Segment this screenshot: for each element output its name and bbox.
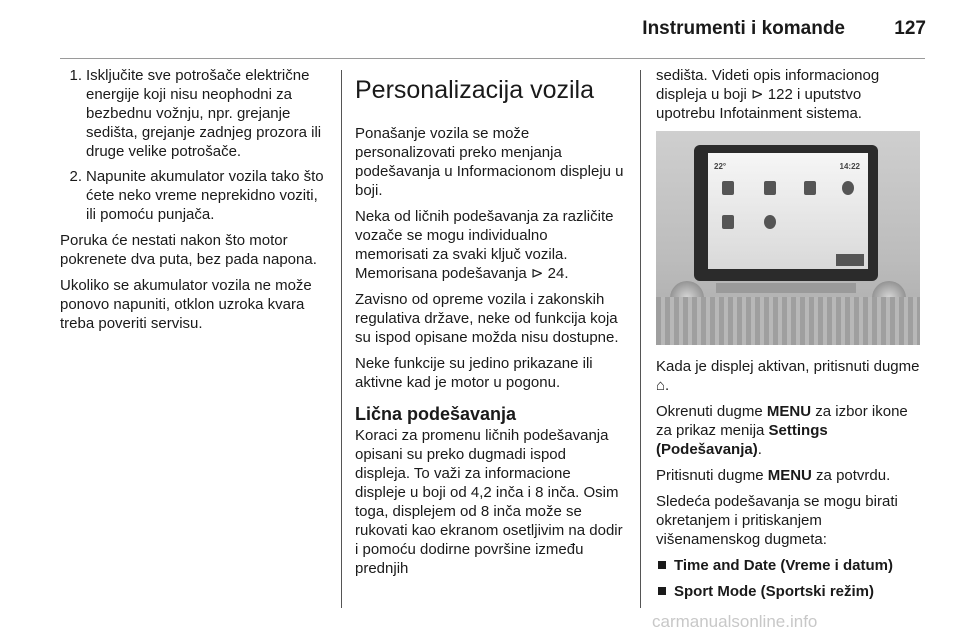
text-run: Pritisnuti dugme <box>656 467 768 484</box>
display-screen <box>708 153 868 269</box>
media-icon <box>804 181 816 195</box>
settings-list <box>656 556 924 601</box>
text-run: . <box>757 441 762 458</box>
bullet-square-icon <box>658 587 666 595</box>
paragraph: Sledeća podešavanja se mogu birati okretanjem i pritiskanjem višenamenskog dugmeta: <box>656 493 898 548</box>
settings-list-item <box>656 556 924 575</box>
step-number: 1. <box>69 67 82 84</box>
phone-icon <box>764 181 776 195</box>
text-run: za izbor ikone za prikaz menija <box>656 403 908 439</box>
column-3 <box>656 66 924 608</box>
settings-icon <box>764 215 776 229</box>
page-header-title: Instrumenti i komande <box>642 18 845 39</box>
music-icon <box>722 181 734 195</box>
menu-button-label: MENU <box>767 467 812 484</box>
control-strip <box>716 283 856 293</box>
paragraph: Neke funkcije su jedino prikazane ili aktivne kad je motor u pogonu. <box>355 355 593 391</box>
settings-item-label: Sport Mode (Sportski režim) <box>674 583 875 600</box>
paragraph <box>656 466 924 485</box>
section-title: Personalizacija vozila <box>355 76 595 104</box>
vent-grille <box>656 297 920 345</box>
column-1 <box>60 66 328 340</box>
paragraph: Zavisno od opreme vozila i zakonskih regulativa države, neke od funkcija koja su ispod opisane možda nisu dostupne. <box>355 291 619 346</box>
menu-button-label: MENU <box>766 403 812 420</box>
paragraph: Ukoliko se akumulator vozila ne može ponovo napuniti, otklon uzroka kvara treba poveriti servisu. <box>60 277 312 332</box>
column-2 <box>355 66 625 585</box>
text-run: Okrenuti dugme <box>656 403 767 420</box>
paragraph: Kada je displej aktivan, pritisnuti dugme ⌂. <box>656 358 920 394</box>
settings-list-item <box>656 582 924 601</box>
column-divider-left <box>341 70 342 608</box>
paragraph <box>656 402 924 459</box>
step-text: Isključite sve potrošače električne energije koji nisu neophodni za bezbednu vožnju, npr. grejanje sedišta, grejanje zadnjeg prozora ili druge velike potrošače. <box>86 67 322 160</box>
watermark: carmanualsonline.info <box>652 612 818 631</box>
paragraph: Poruka će nestati nakon što motor pokrenete dva puta, bez pada napona. <box>60 232 317 268</box>
step-item <box>60 66 328 161</box>
paragraph: Neka od ličnih podešavanja za različite vozače se mogu individualno memorisati za svaki ključ vozila. Memorisana podešavanja ⊳ 24. <box>355 208 614 282</box>
step-text: Napunite akumulator vozila tako što ćete neko vreme neprekidno voziti, ili pomoću punjača. <box>86 168 324 223</box>
bullet-square-icon <box>658 561 666 569</box>
paragraph: sedišta. Videti opis informacionog displeja u boji ⊳ 122 i uputstvo upotrebu Infotainment sistema. <box>656 67 880 122</box>
text-run: za potvrdu. <box>811 467 891 484</box>
navigation-icon <box>842 181 854 195</box>
step-list <box>60 66 328 224</box>
screen-temperature: 22° <box>714 162 727 171</box>
infotainment-display-photo <box>656 131 920 345</box>
column-divider-right <box>640 70 641 608</box>
apps-icon <box>722 215 734 229</box>
step-item <box>60 167 328 224</box>
paragraph: Koraci za promenu ličnih podešavanja opisani su preko dugmadi ispod displeja. To važi za informacione displeje u boji od 4,2 inča i 8 inča. Osim toga, displejem od 8 inča može se rukovati kao ekranom osetljivim na dodir i pomoću dodirne površine između prednjih <box>355 427 623 577</box>
settings-menu-label: Settings (Podešavanja) <box>656 422 828 458</box>
step-number: 2. <box>69 168 82 185</box>
screen-clock: 14:22 <box>839 162 860 171</box>
header-divider <box>60 58 925 59</box>
subsection-title: Lična podešavanja <box>355 404 517 424</box>
settings-item-label: Time and Date (Vreme i datum) <box>674 557 893 574</box>
page-number: 127 <box>894 18 926 39</box>
paragraph: Ponašanje vozila se može personalizovati preko menjanja podešavanja u Informacionom displeju u boji. <box>355 125 624 199</box>
screen-home-button-icon <box>836 254 864 266</box>
